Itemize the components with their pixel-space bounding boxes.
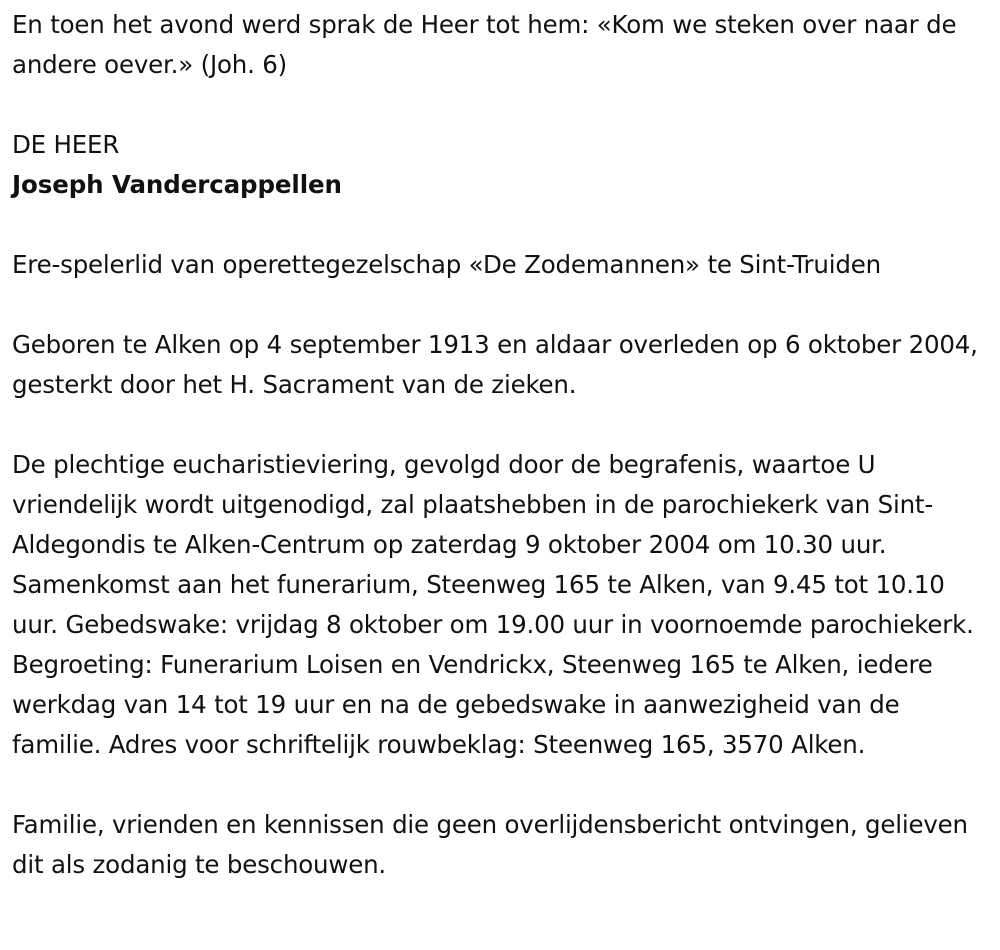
spacer (12, 285, 990, 325)
spacer (12, 205, 990, 245)
spacer (12, 765, 990, 805)
closing-paragraph: Familie, vrienden en kennissen die geen overlijdensbericht ontvingen, gelieven dit als zodanig te beschouwen. (12, 810, 968, 879)
honorific-title: DE HEER (12, 130, 120, 159)
bible-quote: En toen het avond werd sprak de Heer tot hem: «Kom we steken over naar de andere oever.» (Joh. 6) (12, 10, 957, 79)
spacer (12, 405, 990, 445)
membership-line: Ere-spelerlid van operettegezelschap «De Zodemannen» te Sint-Truiden (12, 250, 881, 279)
ceremony-paragraph: De plechtige eucharistieviering, gevolgd door de begrafenis, waartoe U vriendelijk wordt uitgenodigd, zal plaatshebben in de parochiekerk van Sint-Aldegondis te Alken-Centrum op zaterdag 9 oktober 2004 om 10.30 uur. Samenkomst aan het funerarium, Steenweg 165 te Alken, van 9.45 tot 10.10 uur. Gebedswake: vrijdag 8 oktober om 19.00 uur in voornoemde parochiekerk. Begroeting: Funerarium Loisen en Vendrickx, Steenweg 165 te Alken, iedere werkdag van 14 tot 19 uur en na de gebedswake in aanwezigheid van de familie. Adres voor schriftelijk rouwbeklag: Steenweg 165, 3570 Alken. (12, 450, 974, 759)
deceased-name: Joseph Vandercappellen (12, 170, 342, 199)
spacer (12, 85, 990, 125)
birth-death-paragraph: Geboren te Alken op 4 september 1913 en aldaar overleden op 6 oktober 2004, gesterkt door het H. Sacrament van de zieken. (12, 330, 978, 399)
